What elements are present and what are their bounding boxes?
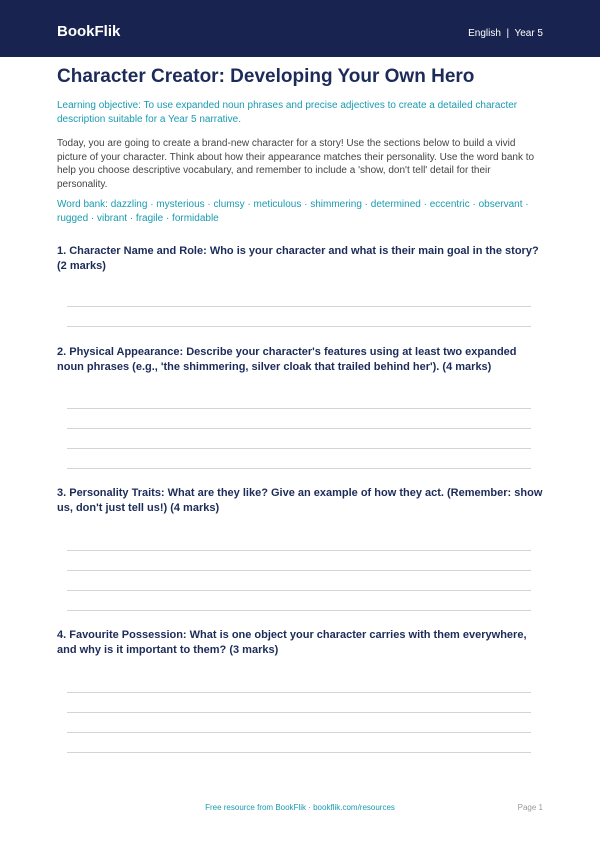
question-4: 4. Favourite Possession: What is one object your character carries with them everywhere, and why is it important to them? (3 marks) [57, 629, 527, 656]
answer-line[interactable] [67, 408, 531, 409]
answer-line[interactable] [67, 468, 531, 469]
answer-line[interactable] [67, 692, 531, 693]
answer-line[interactable] [67, 590, 531, 591]
answer-line[interactable] [67, 428, 531, 429]
brand-logo-text: BookFlik [57, 23, 121, 40]
answer-line[interactable] [67, 732, 531, 733]
header-bar [0, 0, 600, 57]
answer-line[interactable] [67, 752, 531, 753]
answer-line[interactable] [67, 610, 531, 611]
question-2: 2. Physical Appearance: Describe your character's features using at least two expanded noun phrases (e.g., 'the shimmering, silver cloak that trailed behind her'). (4 marks) [57, 346, 517, 373]
answer-line[interactable] [67, 326, 531, 327]
subject-label: English | Year 5 [468, 28, 543, 39]
answer-line[interactable] [67, 448, 531, 449]
learning-objective: Learning objective: To use expanded noun phrases and precise adjectives to create a detailed character description suitable for a Year 5 narrative. [57, 100, 518, 125]
answer-line[interactable] [67, 550, 531, 551]
question-3: 3. Personality Traits: What are they like? Give an example of how they act. (Remember: show us, don't just tell us!) (4 marks) [57, 487, 543, 514]
page-number: Page 1 [517, 803, 543, 812]
question-1: 1. Character Name and Role: Who is your character and what is their main goal in the story? (2 marks) [57, 245, 539, 272]
page-title: Character Creator: Developing Your Own Hero [57, 66, 475, 87]
intro-paragraph: Today, you are going to create a brand-new character for a story! Use the sections below to build a vivid picture of your character. Think about how their appearance matches their personality. Use the word bank to help you choose descriptive vocabulary, and remember to include a 'show, don't tell' detail for their personality. [57, 138, 535, 190]
word-bank: Word bank: dazzling · mysterious · clumsy · meticulous · shimmering · determined · eccentric · observant · rugged · vibrant · fragile · formidable [57, 199, 529, 224]
answer-line[interactable] [67, 306, 531, 307]
answer-line[interactable] [67, 570, 531, 571]
footer-resource-link[interactable]: Free resource from BookFlik · bookflik.com/resources [205, 803, 395, 812]
answer-line[interactable] [67, 712, 531, 713]
